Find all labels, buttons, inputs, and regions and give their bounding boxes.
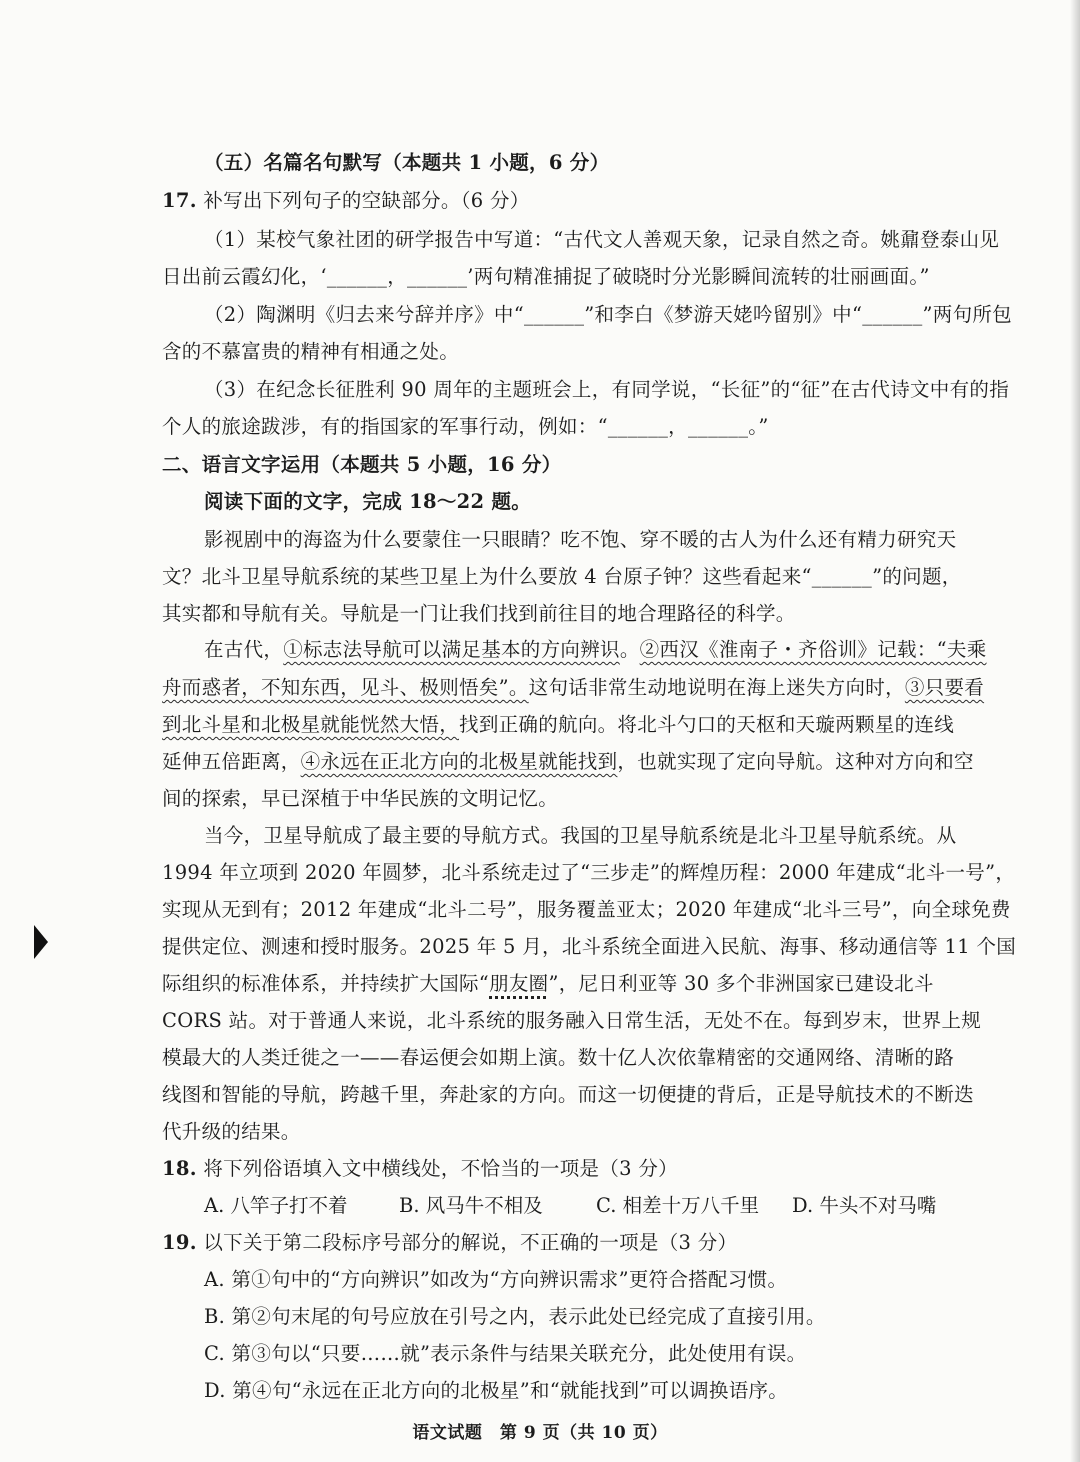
q18-option-d: D. 牛头不对马嘴 — [792, 1194, 937, 1217]
page-edge-shadow — [1070, 0, 1080, 1462]
passage-line: 1994 年立项到 2020 年圆梦，北斗系统走过了“三步走”的辉煌历程：2000 年建成“北斗一号”， — [162, 861, 1016, 884]
marked-sentence-2-cont: 舟而惑者，不知东西，见斗、极则悟矣”。 — [162, 676, 529, 699]
q19-option-c: C. 第③句以“只要……就”表示条件与结果关联充分，此处使用有误。 — [204, 1342, 807, 1365]
question-number: 17. — [162, 189, 197, 212]
passage-text: ”，尼日利亚等 30 多个非洲国家已建设北斗 — [548, 972, 934, 995]
passage-line: 影视剧中的海盗为什么要蒙住一只眼睛？吃不饱、穿不暖的古人为什么还有精力研究天 — [204, 528, 957, 551]
passage-line: 其实都和导航有关。导航是一门让我们找到前往目的地合理路径的科学。 — [162, 602, 796, 625]
q17-part2-line2: 含的不慕富贵的精神有相通之处。 — [162, 340, 460, 363]
passage-text: 找到正确的航向。将北斗勺口的天枢和天璇两颗星的连线 — [459, 713, 955, 736]
q17-part2-line1: （2）陶渊明《归去来兮辞并序》中“______”和李白《梦游天姥吟留别》中“______”两句所包 — [204, 303, 1012, 326]
q19-option-d: D. 第④句“永远在正北方向的北极星”和“就能找到”可以调换语序。 — [204, 1379, 789, 1402]
passage-line: 代升级的结果。 — [162, 1120, 301, 1143]
question-number: 18. — [162, 1157, 197, 1180]
passage-line — [162, 971, 934, 997]
section-heading: （五）名篇名句默写（本题共 1 小题，6 分） — [204, 151, 610, 174]
marked-sentence-2: ②西汉《淮南子・齐俗训》记载：“夫乘 — [639, 638, 987, 661]
q18-option-c: C. 相差十万八千里 — [596, 1194, 760, 1217]
page-marker-triangle-icon — [34, 925, 48, 959]
passage-line: 间的探索，早已深植于中华民族的文明记忆。 — [162, 787, 559, 810]
q17-part1-line2: 日出前云霞幻化，‘______，______’两句精准捕捉了破晓时分光影瞬间流转的壮丽画面。” — [162, 265, 930, 288]
question-18-stem — [162, 1156, 678, 1182]
page-footer: 语文试题 第 9 页（共 10 页） — [412, 1423, 668, 1443]
passage-line: 模最大的人类迁徙之一——春运便会如期上演。数十亿人次依靠精密的交通网络、清晰的路 — [162, 1046, 955, 1069]
passage-line: 实现从无到有；2012 年建成“北斗二号”，服务覆盖亚太；2020 年建成“北斗三号”，向全球免费 — [162, 898, 1011, 921]
question-text: 将下列俗语填入文中横线处，不恰当的一项是（3 分） — [203, 1157, 678, 1180]
q19-option-a: A. 第①句中的“方向辨识”如改为“方向辨识需求”更符合搭配习惯。 — [204, 1268, 788, 1291]
marked-sentence-3: ③只要看 — [904, 676, 985, 699]
q17-part1-line1: （1）某校气象社团的研学报告中写道：“古代文人善观天象，记录自然之奇。姚鼐登泰山见 — [204, 228, 1000, 251]
marked-sentence-4: ④永远在正北方向的北极星就能找到 — [300, 750, 618, 773]
question-17-stem — [162, 188, 530, 214]
passage-text: 际组织的标准体系，并持续扩大国际“ — [162, 972, 490, 995]
passage-line — [162, 675, 984, 701]
passage-line: 文？北斗卫星导航系统的某些卫星上为什么要放 4 台原子钟？这些看起来“______”的问题， — [162, 565, 962, 588]
passage-line: 线图和智能的导航，跨越千里，奔赴家的方向。而这一切便捷的背后，正是导航技术的不断迭 — [162, 1083, 974, 1106]
passage-text: 。 — [619, 638, 640, 661]
part2-heading: 二、语言文字运用（本题共 5 小题，16 分） — [162, 453, 562, 476]
passage-text: 延伸五倍距离， — [162, 750, 301, 773]
passage-line: 提供定位、测速和授时服务。2025 年 5 月，北斗系统全面进入民航、海事、移动通信等 11 个国 — [162, 935, 1017, 958]
passage-line — [162, 749, 974, 775]
passage-line: CORS 站。对于普通人来说，北斗系统的服务融入日常生活，无处不在。每到岁末，世界上规 — [162, 1009, 982, 1032]
q17-part3-line2: 个人的旅途跋涉，有的指国家的军事行动，例如：“______，______。” — [162, 415, 769, 438]
marked-sentence-3-cont: 到北斗星和北极星就能恍然大悟， — [162, 713, 460, 736]
question-text: 以下关于第二段标序号部分的解说，不正确的一项是（3 分） — [203, 1231, 738, 1254]
passage-line: 当今，卫星导航成了最主要的导航方式。我国的卫星导航系统是北斗卫星导航系统。从 — [204, 824, 957, 847]
emphasized-term: 朋友圈 — [489, 972, 549, 995]
q19-option-b: B. 第②句末尾的句号应放在引号之内，表示此处已经完成了直接引用。 — [204, 1305, 826, 1328]
question-19-stem — [162, 1230, 737, 1256]
reading-instruction: 阅读下面的文字，完成 18～22 题。 — [204, 490, 532, 513]
question-number: 19. — [162, 1231, 197, 1254]
q17-part3-line1: （3）在纪念长征胜利 90 周年的主题班会上，有同学说，“长征”的“征”在古代诗文中有的指 — [204, 378, 1009, 401]
passage-text: 这句话非常生动地说明在海上迷失方向时， — [528, 676, 905, 699]
passage-line — [204, 637, 987, 663]
q18-option-a: A. 八竿子打不着 — [204, 1194, 348, 1217]
passage-text: 在古代， — [204, 638, 284, 661]
passage-text: ，也就实现了定向导航。这种对方向和空 — [617, 750, 974, 773]
marked-sentence-1: ①标志法导航可以满足基本的方向辨识 — [283, 638, 620, 661]
passage-line — [162, 712, 954, 738]
q18-option-b: B. 风马牛不相及 — [399, 1194, 543, 1217]
question-text: 补写出下列句子的空缺部分。（6 分） — [203, 189, 530, 212]
